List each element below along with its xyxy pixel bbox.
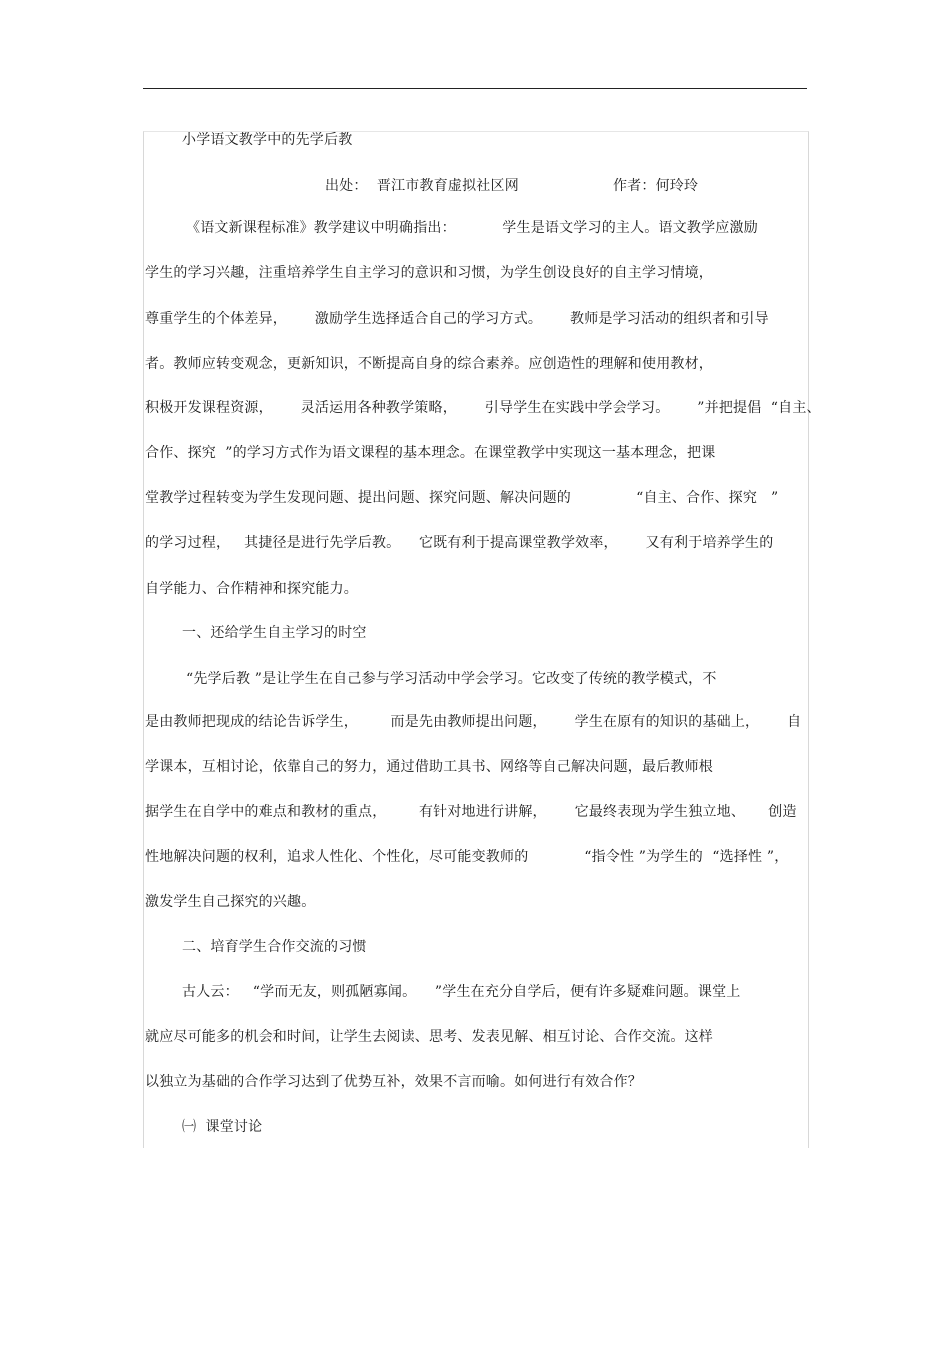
subsection-heading: ㈠ 课堂讨论 — [182, 1119, 263, 1135]
paragraph-line: 学课本，互相讨论，依靠自己的努力，通过借助工具书、网络等自己解决问题，最后教师根 — [145, 759, 713, 775]
article-author: 作者：何玲玲 — [613, 178, 699, 194]
section-heading: 二、培育学生合作交流的习惯 — [182, 939, 367, 955]
paragraph-line: 学生的学习兴趣，注重培养学生自主学习的意识和习惯，为学生创设良好的自主学习情境， — [145, 265, 713, 281]
paragraph-line: 就应尽可能多的机会和时间，让学生去阅读、思考、发表见解、相互讨论、合作交流。这样 — [145, 1029, 713, 1045]
paragraph-line: 激发学生自己探究的兴趣。 — [145, 894, 316, 910]
paragraph-line: 自学能力、合作精神和探究能力。 — [145, 581, 358, 597]
paragraph-line: 古人云： “学而无友，则孤陋寡闻。 ”学生在充分自学后，便有许多疑难问题。课堂上 — [182, 984, 741, 1000]
paragraph-line: 合作、探究 ”的学习方式作为语文课程的基本理念。在课堂教学中实现这一基本理念，把课 — [145, 445, 716, 461]
article-title: 小学语文教学中的先学后教 — [182, 132, 353, 148]
section-heading: 一、还给学生自主学习的时空 — [182, 625, 367, 641]
paragraph-line: 尊重学生的个体差异， 激励学生选择适合自己的学习方式。 教师是学习活动的组织者和引导 — [145, 311, 769, 327]
paragraph-line: “先学后教 ”是让学生在自己参与学习活动中学会学习。它改变了传统的教学模式，不 — [186, 671, 717, 687]
paragraph-line: 者。教师应转变观念，更新知识，不断提高自身的综合素养。应创造性的理解和使用教材， — [145, 356, 713, 372]
paragraph-line: 积极开发课程资源， 灵活运用各种教学策略， 引导学生在实践中学会学习。 ”并把提倡 “自主、 — [145, 400, 821, 416]
paragraph-line: 堂教学过程转变为学生发现问题、提出问题、探究问题、解决问题的 “自主、合作、探究 ” — [145, 490, 779, 506]
paragraph-line: 是由教师把现成的结论告诉学生， 而是先由教师提出问题， 学生在原有的知识的基础上， 自 — [145, 714, 802, 730]
paragraph-line: 据学生在自学中的难点和教材的重点， 有针对地进行讲解， 它最终表现为学生独立地、 创造 — [145, 804, 797, 820]
paragraph-line: 《语文新课程标准》教学建议中明确指出： 学生是语文学习的主人。语文教学应激励 — [186, 220, 758, 236]
article-source: 出处： 晋江市教育虚拟社区网 — [325, 178, 519, 194]
paragraph-line: 以独立为基础的合作学习达到了优势互补，效果不言而喻。如何进行有效合作？ — [145, 1074, 642, 1090]
header-rule — [143, 88, 807, 89]
paragraph-line: 性地解决问题的权利，追求人性化、个性化，尽可能变教师的 “指令性 ”为学生的 “选择性 ”， — [145, 849, 789, 865]
paragraph-line: 的学习过程， 其捷径是进行先学后教。 它既有利于提高课堂教学效率， 又有利于培养学生的 — [145, 535, 774, 551]
